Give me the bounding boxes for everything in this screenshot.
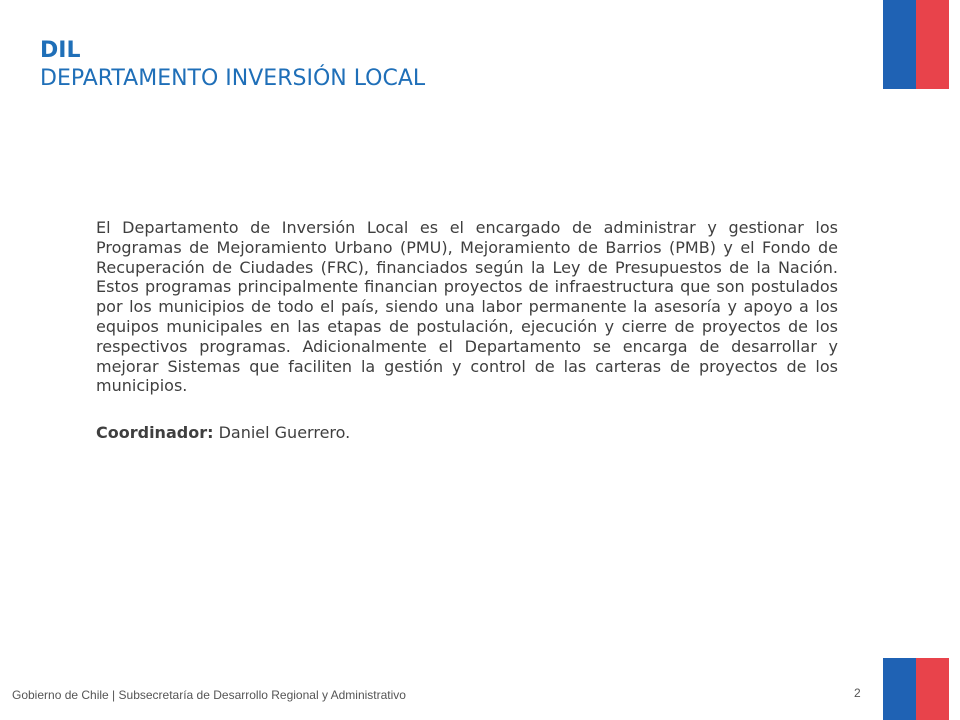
slide-title-block [40, 37, 840, 93]
flag-red-stripe [916, 0, 949, 89]
footer-text: Gobierno de Chile | Subsecretaría de Desarrollo Regional y Administrativo [12, 688, 406, 702]
slide-title: DIL [40, 38, 81, 63]
slide-subtitle: DEPARTAMENTO INVERSIÓN LOCAL [40, 66, 426, 91]
chile-flag-top-decoration [883, 0, 949, 89]
flag-blue-stripe [883, 0, 916, 89]
description-paragraph: El Departamento de Inversión Local es el encargado de administrar y gestionar los Programas de Mejoramiento Urbano (PMU), Mejoramiento de Barrios (PMB) y el Fondo de Recuperación de Ciudades (FRC), financiados según la Ley de Presupuestos de la Nación. Estos programas principalmente financian proyectos de infraestructura que son postulados por los municipios de todo el país, siendo una labor permanente la asesoría y apoyo a los equipos municipales en las etapas de postulación, ejecución y cierre de proyectos de los respectivos programas. Adicionalmente el Departamento se encarga de desarrollar y mejorar Sistemas que faciliten la gestión y control de las carteras de proyectos de los municipios. [96, 218, 838, 396]
coordinator-line [96, 423, 838, 443]
page-number: 2 [854, 686, 861, 700]
slide-body [96, 218, 838, 443]
flag-blue-stripe [883, 658, 916, 720]
coordinator-label: Coordinador: [96, 423, 214, 443]
coordinator-name: Daniel Guerrero. [213, 423, 351, 443]
flag-red-stripe [916, 658, 949, 720]
chile-flag-bottom-decoration [883, 658, 949, 720]
